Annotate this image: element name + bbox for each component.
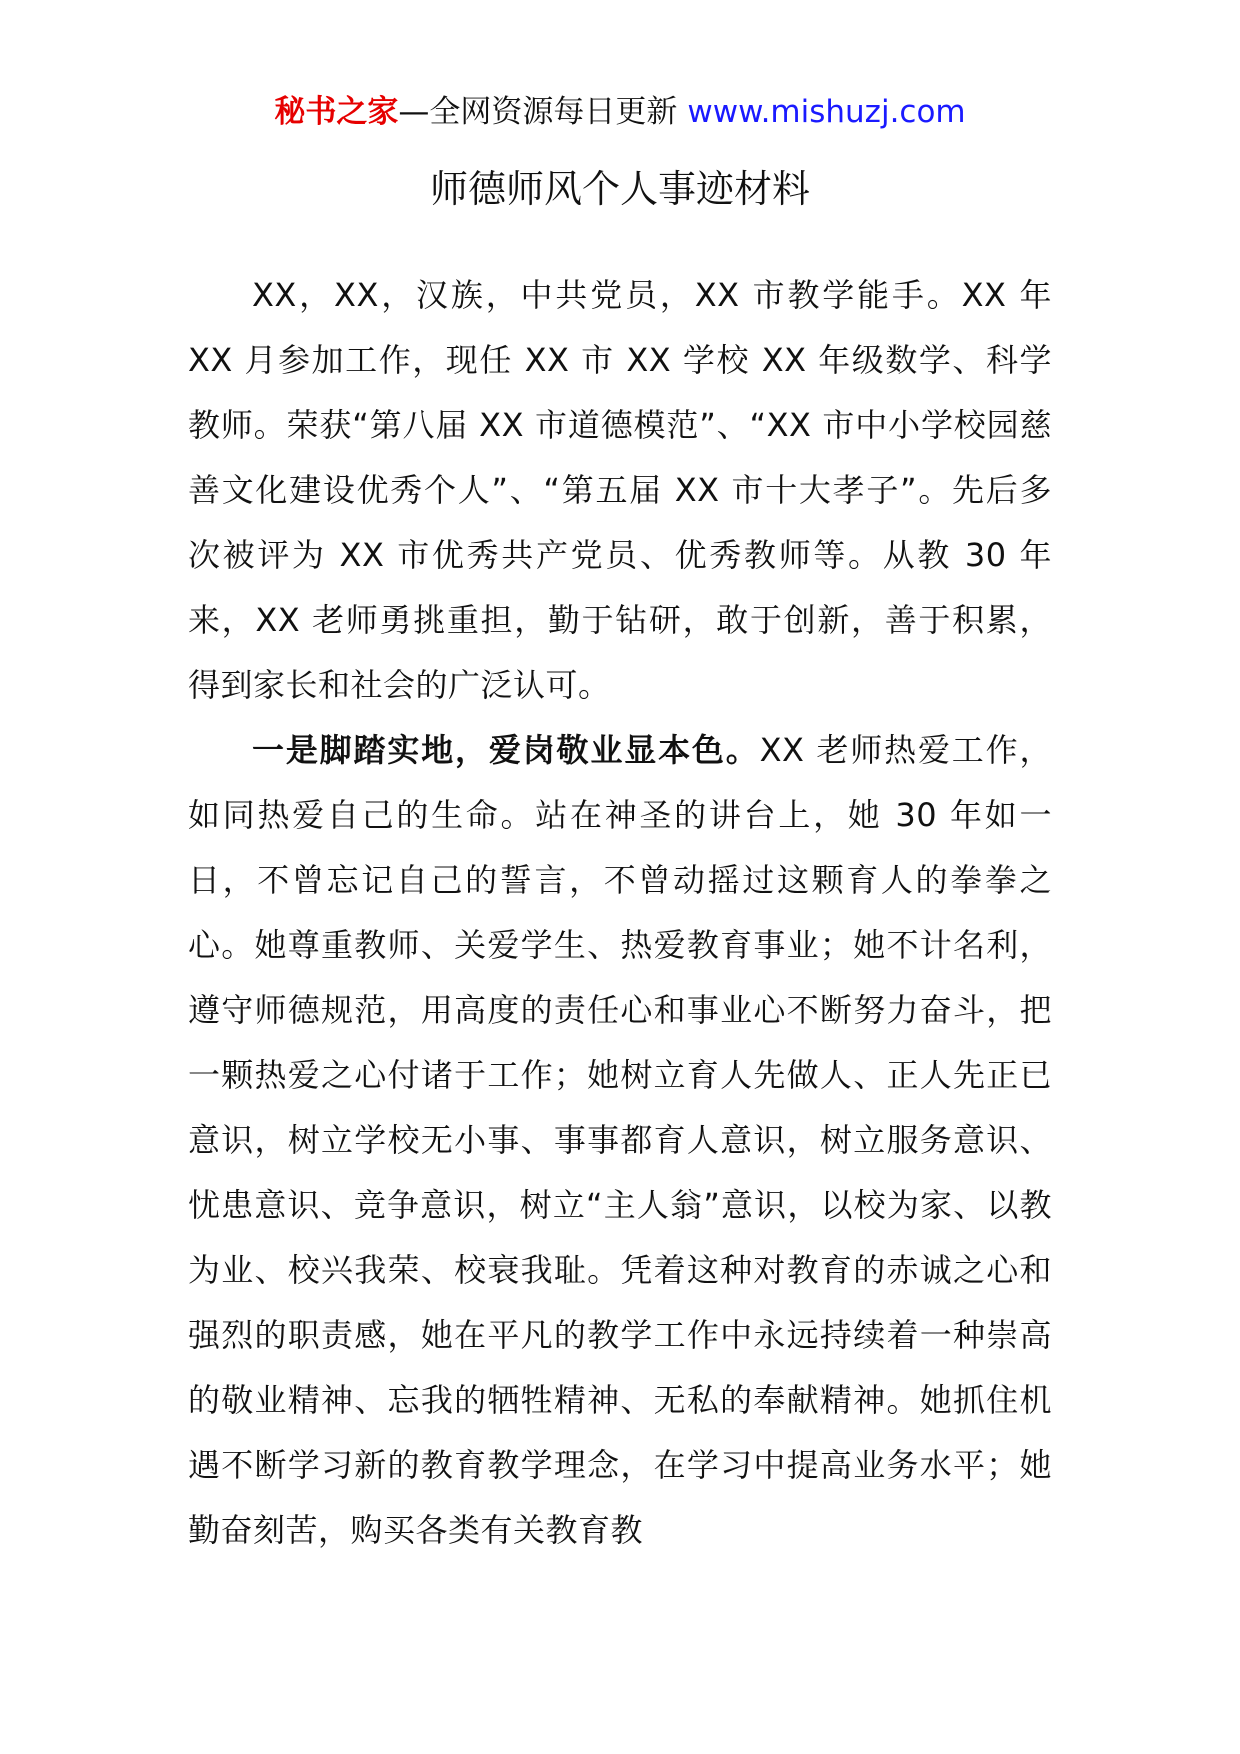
paragraph-intro [188,263,1052,718]
site-header [0,92,1240,132]
document-title: 师德师风个人事迹材料 [429,167,810,211]
paragraph-lead: 一是脚踏实地，爱岗敬业显本色。 [252,731,760,769]
header-tagline: —全网资源每日更新 [398,94,678,130]
document-body [188,263,1052,1563]
paragraph-text: XX，XX，汉族，中共党员，XX 市教学能手。XX 年 XX 月参加工作，现任 XX 市 XX 学校 XX 年级数学、科学教师。荣获“第八届 XX 市道德模范”、“XX 市中小学校园慈善文化建设优秀个人”、“第五届 XX 市十大孝子”。先后多次被评为 XX 市优秀共产党员、优秀教师等。从教 30 年来，XX 老师勇挑重担，勤于钻研，敢于创新，善于积累，得到家长和社会的广泛认可。 [188,276,1052,704]
paragraph-text: XX 老师热爱工作，如同热爱自己的生命。站在神圣的讲台上，她 30 年如一日，不曾忘记自己的誓言，不曾动摇过这颗育人的拳拳之心。她尊重教师、关爱学生、热爱教育事业；她不计名利，遵守师德规范，用高度的责任心和事业心不断努力奋斗，把一颗热爱之心付诸于工作；她树立育人先做人、正人先正已意识，树立学校无小事、事事都育人意识，树立服务意识、忧患意识、竞争意识，树立“主人翁”意识，以校为家、以教为业、校兴我荣、校衰我耻。凭着这种对教育的赤诚之心和强烈的职责感，她在平凡的教学工作中永远持续着一种崇高的敬业精神、忘我的牺牲精神、无私的奉献精神。她抓住机遇不断学习新的教育教学理念，在学习中提高业务水平；她勤奋刻苦，购买各类有关教育教 [188,731,1052,1549]
paragraph-section-one [188,718,1052,1563]
brand-name: 秘书之家 [274,94,399,130]
site-url-link[interactable]: www.mishuzj.com [687,94,966,130]
